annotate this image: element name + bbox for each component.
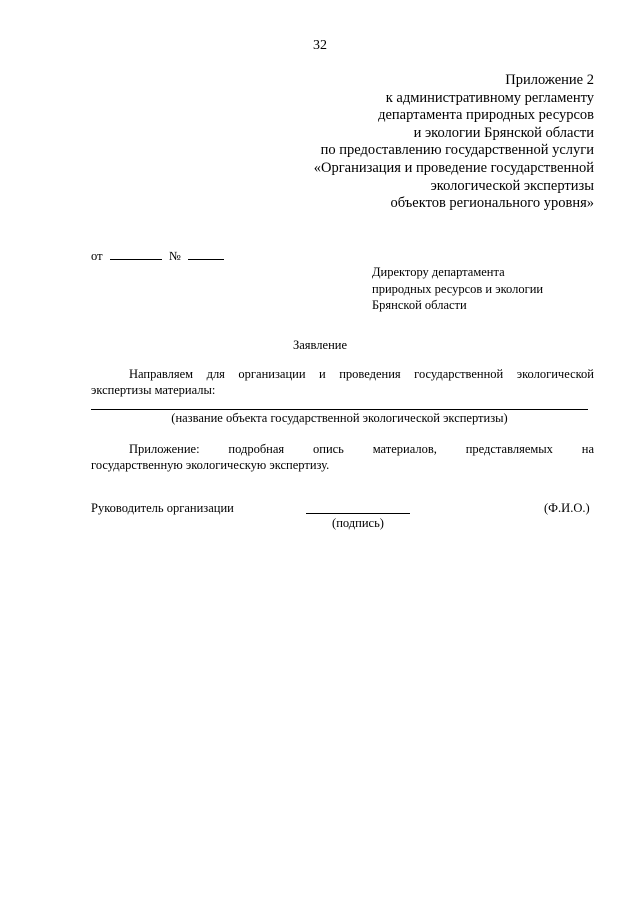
paragraph-send-materials <box>91 367 594 383</box>
signature-field[interactable] <box>306 513 410 514</box>
addressee-line: природных ресурсов и экологии <box>372 281 544 296</box>
date-blank-field[interactable] <box>110 248 162 260</box>
appendix-line: и экологии Брянской области <box>413 124 594 141</box>
date-number-line <box>91 248 224 264</box>
addressee-line: Директору департамента <box>372 265 505 279</box>
appendix-line: Приложение 2 <box>505 72 594 88</box>
head-of-organization-label: Руководитель организации <box>91 501 234 515</box>
addressee-block <box>372 264 543 314</box>
fio-caption: (Ф.И.О.) <box>544 501 590 515</box>
appendix-line: к административному регламенту <box>385 89 594 106</box>
appendix-header <box>174 72 594 213</box>
object-name-caption: (название объекта государственной экологической экспертизы) <box>171 411 508 425</box>
appendix-line: «Организация и проведение государственной <box>313 159 594 176</box>
paragraph-text: Приложение: подробная опись материалов, представляемых на <box>129 442 594 456</box>
number-label: № <box>168 249 181 263</box>
paragraph-attachment <box>91 442 594 458</box>
addressee-line: Брянской области <box>372 298 467 312</box>
appendix-line: объектов регионального уровня» <box>390 195 594 212</box>
paragraph-text-continued: государственную экологическую экспертизу. <box>91 458 330 472</box>
object-name-field[interactable] <box>91 409 588 410</box>
page-number: 32 <box>313 38 327 53</box>
appendix-line: департамента природных ресурсов <box>378 107 594 124</box>
number-blank-field[interactable] <box>188 248 224 260</box>
date-from-label: от <box>91 249 103 263</box>
document-title: Заявление <box>292 338 347 352</box>
paragraph-text: Направляем для организации и проведения государственной экологической <box>129 367 594 381</box>
appendix-line: экологической экспертизы <box>430 177 594 194</box>
signature-caption: (подпись) <box>332 516 384 530</box>
paragraph-text-continued: экспертизы материалы: <box>91 383 216 397</box>
appendix-line: по предоставлению государственной услуги <box>320 142 594 159</box>
